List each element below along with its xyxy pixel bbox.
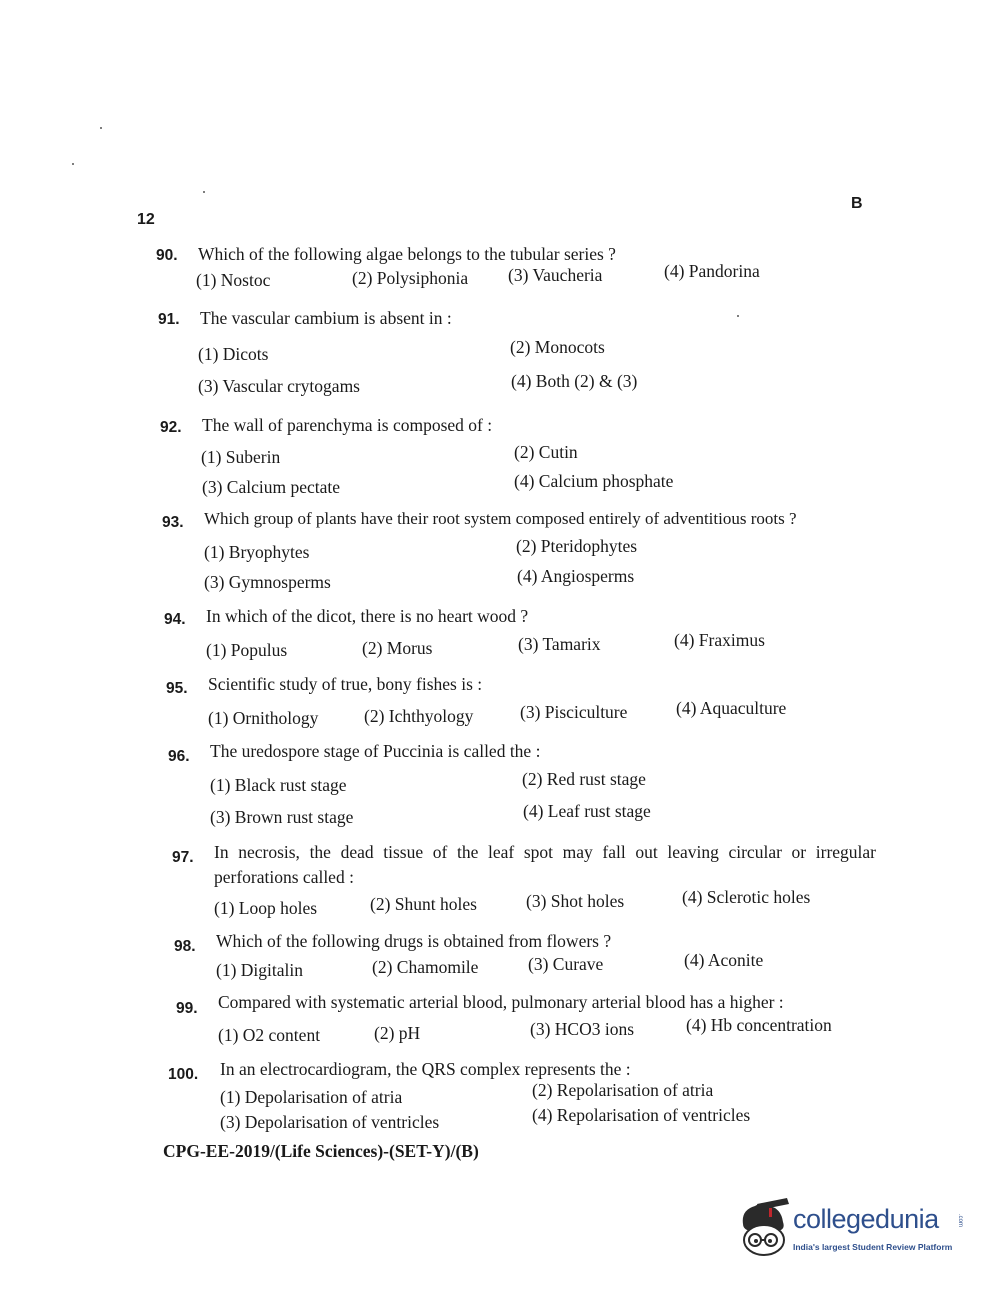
option-2: (2) Red rust stage <box>522 769 646 789</box>
scan-speck <box>72 163 74 165</box>
question-number: 100. <box>168 1066 199 1083</box>
option-3: (3) Tamarix <box>518 634 601 654</box>
option-3: (3) Shot holes <box>526 891 625 911</box>
question-number: 94. <box>164 611 186 628</box>
option-2: (2) Pteridophytes <box>516 536 638 556</box>
option-4: (4) Pandorina <box>664 261 760 281</box>
option-3: (3) Calcium pectate <box>202 477 340 497</box>
option-4: (4) Leaf rust stage <box>523 801 651 821</box>
option-2: (2) Morus <box>362 638 433 658</box>
question-91 <box>158 306 858 396</box>
option-1: (1) Dicots <box>198 344 269 364</box>
question-number: 91. <box>158 311 180 328</box>
question-96 <box>168 739 868 831</box>
logo-suffix: .com <box>957 1214 963 1228</box>
option-1: (1) O2 content <box>218 1025 321 1045</box>
question-number: 95. <box>166 680 188 697</box>
mascot-icon <box>735 1198 793 1260</box>
question-90 <box>156 242 856 294</box>
option-1: (1) Nostoc <box>196 270 271 290</box>
question-text: Scientific study of true, bony fishes is : <box>208 674 483 694</box>
option-3: (3) Vaucheria <box>508 265 603 285</box>
option-4: (4) Hb concentration <box>686 1015 832 1035</box>
question-text: Which group of plants have their root system composed entirely of adventitious roots ? <box>204 509 797 528</box>
option-1: (1) Depolarisation of atria <box>220 1087 403 1107</box>
question-number: 97. <box>172 849 194 866</box>
question-97 <box>172 834 882 924</box>
option-3: (3) Gymnosperms <box>204 572 331 592</box>
logo-wordmark: collegedunia <box>793 1204 939 1234</box>
question-text: The uredospore stage of Puccinia is called the : <box>210 741 541 761</box>
question-94 <box>164 604 864 662</box>
question-text: In necrosis, the dead tissue of the leaf spot may fall out leaving circular or irregular perforations called : <box>214 842 876 887</box>
option-4: (4) Fraximus <box>674 630 765 650</box>
exam-code-footer: CPG-EE-2019/(Life Sciences)-(SET-Y)/(B) <box>163 1141 479 1161</box>
question-text: Compared with systematic arterial blood, pulmonary arterial blood has a higher : <box>218 992 784 1012</box>
option-1: (1) Bryophytes <box>204 542 310 562</box>
question-100 <box>168 1053 878 1135</box>
option-2: (2) Monocots <box>510 337 605 357</box>
collegedunia-logo <box>735 1198 965 1260</box>
question-99 <box>176 986 876 1048</box>
option-4: (4) Calcium phosphate <box>514 471 674 491</box>
page-number: 12 <box>137 211 155 228</box>
option-3: (3) HCO3 ions <box>530 1019 635 1039</box>
question-95 <box>166 672 866 730</box>
question-text: Which of the following algae belongs to the tubular series ? <box>198 244 616 264</box>
option-3: (3) Curave <box>528 954 604 974</box>
scan-speck <box>100 127 102 129</box>
option-4: (4) Repolarisation of ventricles <box>532 1105 751 1125</box>
question-98 <box>174 927 874 983</box>
option-2: (2) Shunt holes <box>370 894 477 914</box>
option-3: (3) Vascular crytogams <box>198 376 360 396</box>
question-number: 90. <box>156 247 178 264</box>
question-number: 93. <box>162 514 184 531</box>
option-1: (1) Digitalin <box>216 960 303 980</box>
option-1: (1) Suberin <box>201 447 281 467</box>
option-3: (3) Depolarisation of ventricles <box>220 1112 440 1132</box>
option-2: (2) pH <box>374 1023 421 1043</box>
option-4: (4) Angiosperms <box>517 566 635 586</box>
question-number: 92. <box>160 419 182 436</box>
option-2: (2) Repolarisation of atria <box>532 1080 714 1100</box>
option-1: (1) Black rust stage <box>210 775 347 795</box>
question-number: 99. <box>176 1000 198 1017</box>
option-3: (3) Brown rust stage <box>210 807 354 827</box>
set-letter: B <box>851 195 863 212</box>
option-4: (4) Both (2) & (3) <box>511 371 638 391</box>
option-2: (2) Polysiphonia <box>352 268 469 288</box>
question-text: The wall of parenchyma is composed of : <box>202 415 493 435</box>
scan-speck <box>203 191 205 193</box>
option-2: (2) Chamomile <box>372 957 479 977</box>
question-text: In which of the dicot, there is no heart wood ? <box>206 606 529 626</box>
question-text: Which of the following drugs is obtained from flowers ? <box>216 931 612 951</box>
question-text: In an electrocardiogram, the QRS complex represents the : <box>220 1059 631 1079</box>
option-4: (4) Aquaculture <box>676 698 787 718</box>
question-93 <box>162 507 862 593</box>
question-92 <box>160 413 860 499</box>
logo-tagline: India's largest Student Review Platform <box>793 1242 953 1252</box>
option-1: (1) Populus <box>206 640 288 660</box>
option-4: (4) Sclerotic holes <box>682 887 811 907</box>
option-4: (4) Aconite <box>684 950 764 970</box>
option-3: (3) Pisciculture <box>520 702 628 722</box>
question-number: 98. <box>174 938 196 955</box>
question-text: The vascular cambium is absent in : <box>200 308 452 328</box>
option-2: (2) Cutin <box>514 442 578 462</box>
option-2: (2) Ichthyology <box>364 706 474 726</box>
option-1: (1) Ornithology <box>208 708 319 728</box>
question-number: 96. <box>168 748 190 765</box>
option-1: (1) Loop holes <box>214 898 318 918</box>
